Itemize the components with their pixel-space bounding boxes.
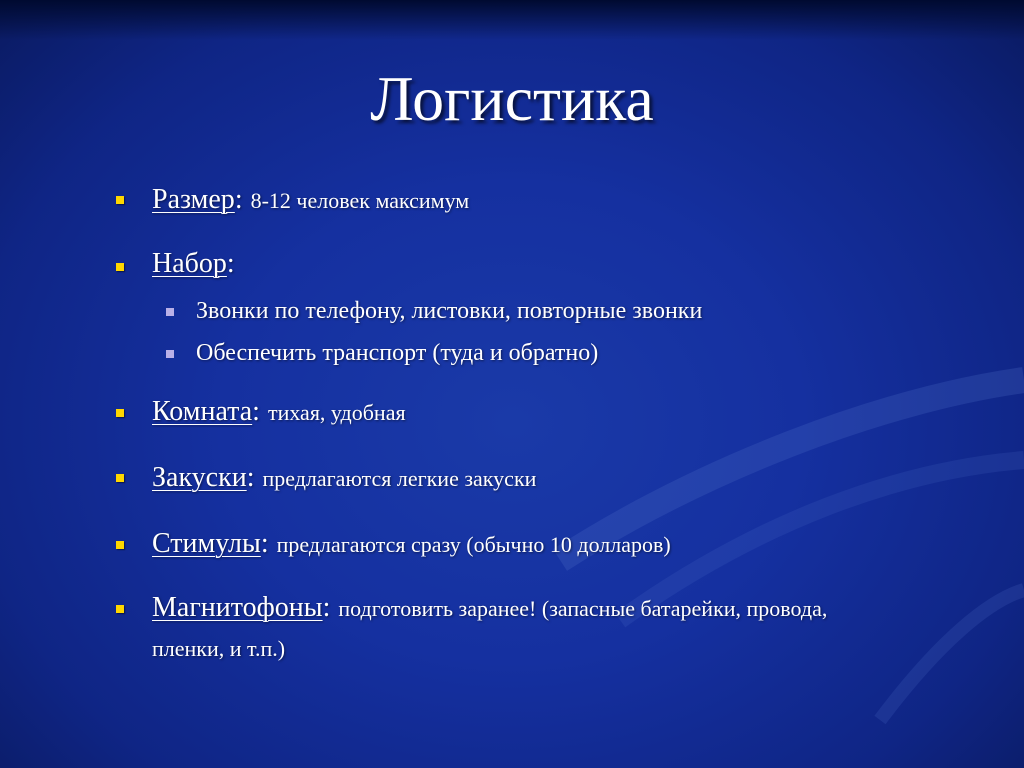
item-colon: : <box>260 528 269 559</box>
list-item-snacks <box>152 462 536 494</box>
sub-bullet-square-icon <box>166 308 174 316</box>
bullet-square-icon <box>116 605 124 613</box>
bullet-square-icon <box>116 541 124 549</box>
item-colon: : <box>226 248 235 279</box>
list-item-size <box>152 184 469 216</box>
sub-list-item: Обеспечить транспорт (туда и обратно) <box>196 340 599 366</box>
item-label: Комната <box>152 396 253 427</box>
item-label: Стимулы <box>152 528 261 559</box>
list-item-recorders-continuation: пленки, и т.п.) <box>152 636 286 661</box>
item-colon: : <box>246 462 255 493</box>
sub-bullet-square-icon <box>166 350 174 358</box>
slide-title: Логистика <box>370 63 654 134</box>
item-colon: : <box>234 184 243 215</box>
item-value: подготовить заранее! (запасные батарейки, провода, <box>338 596 828 621</box>
list-item-incentives <box>152 528 671 560</box>
item-label: Закуски <box>152 462 247 493</box>
item-value: тихая, удобная <box>267 400 406 425</box>
item-label: Магнитофоны <box>152 592 323 623</box>
item-label: Размер <box>152 184 235 215</box>
list-item-room <box>152 396 406 428</box>
item-value: предлагаются сразу (обычно 10 долларов) <box>276 532 671 557</box>
list-item-recruitment <box>152 248 243 280</box>
list-item-recorders <box>152 592 827 624</box>
item-value: 8-12 человек максимум <box>250 188 470 213</box>
bullet-square-icon <box>116 196 124 204</box>
item-colon: : <box>252 396 260 427</box>
item-colon: : <box>322 592 331 623</box>
item-label: Набор <box>152 248 227 279</box>
bullet-square-icon <box>116 263 124 271</box>
bullet-square-icon <box>116 474 124 482</box>
bullet-square-icon <box>116 409 124 417</box>
item-value: предлагаются легкие закуски <box>262 466 537 491</box>
sub-list-item: Звонки по телефону, листовки, повторные звонки <box>196 298 703 324</box>
